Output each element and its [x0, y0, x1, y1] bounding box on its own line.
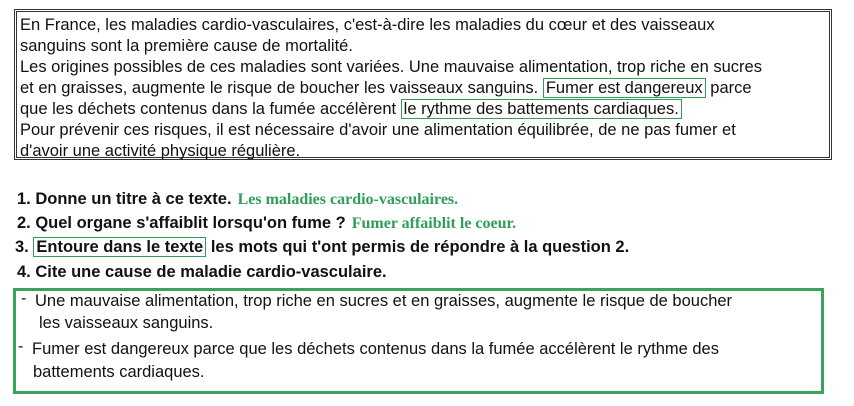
question-number: 3. [15, 238, 29, 256]
question-text: 1. Donne un titre à ce texte. [17, 190, 232, 208]
text-fragment: que les déchets contenus dans la fumée accélèrent [20, 100, 397, 118]
question-3 [15, 238, 629, 257]
question-text: 4. Cite une cause de maladie cardio-vasculaire. [17, 263, 387, 281]
question-text: les mots qui t'ont permis de répondre à la question 2. [210, 238, 630, 256]
text-line: Les origines possibles de ces maladies sont variées. Une mauvaise alimentation, trop riche en sucres [20, 58, 762, 76]
text-line: sanguins sont la première cause de mortalité. [20, 37, 353, 55]
answer-line: Fumer est dangereux parce que les déchets contenus dans la fumée accélèrent le rythme des [32, 340, 719, 358]
text-line: Pour prévenir ces risques, il est nécessaire d'avoir une alimentation équilibrée, de ne pas fumer et [20, 121, 736, 139]
boxed-instruction: Entoure dans le texte [33, 237, 206, 257]
highlight-rythme: le rythme des battements cardiaques. [401, 99, 682, 119]
dash-bullet: - [21, 290, 27, 307]
reading-text-box [14, 9, 832, 160]
answer-1: Les maladies cardio-vasculaires. [237, 191, 459, 208]
dash-bullet: - [18, 338, 24, 355]
answer-line: les vaisseaux sanguins. [39, 314, 214, 332]
question-text: 2. Quel organe s'affaiblit lorsqu'on fume ? [17, 214, 346, 232]
highlight-fumer: Fumer est dangereux [543, 78, 706, 98]
question-1 [17, 190, 458, 209]
answer-line: battements cardiaques. [33, 363, 205, 381]
text-line: En France, les maladies cardio-vasculaires, c'est-à-dire les maladies du cœur et des vaisseaux [20, 16, 715, 34]
text-fragment: et en graisses, augmente le risque de boucher les vaisseaux sanguins. [20, 79, 539, 97]
text-line [20, 78, 829, 99]
text-line: d'avoir une activité physique régulière. [20, 142, 301, 160]
answer-2: Fumer affaiblit le coeur. [351, 215, 517, 232]
text-fragment: parce [710, 79, 752, 97]
answer-line: Une mauvaise alimentation, trop riche en sucres et en graisses, augmente le risque de boucher [35, 292, 733, 310]
question-4 [17, 263, 387, 282]
question-2 [17, 214, 516, 233]
text-line [20, 99, 829, 120]
